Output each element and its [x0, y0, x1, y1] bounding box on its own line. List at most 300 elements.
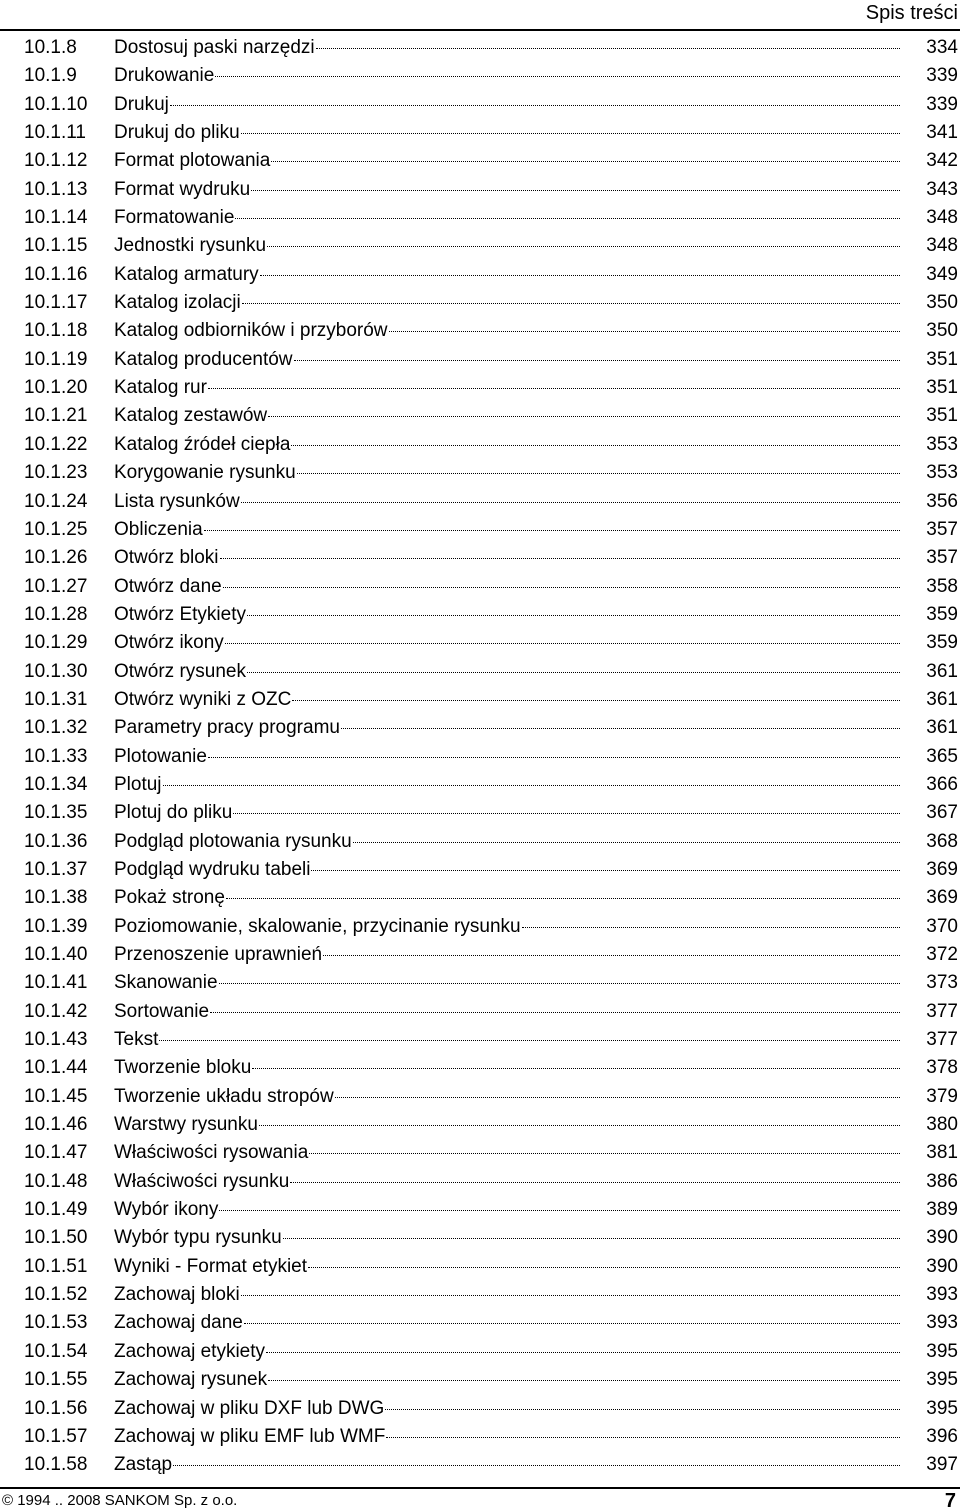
toc-entry-page[interactable]: 393	[926, 1312, 958, 1334]
toc-entry-title-wrap	[114, 147, 900, 175]
toc-entry-number: 10.1.9	[24, 65, 77, 87]
toc-entry-title[interactable]: Katalog rur	[114, 377, 207, 399]
dot-leader	[297, 473, 900, 474]
dot-leader	[163, 785, 900, 786]
footer-copyright: © 1994 .. 2008 SANKOM Sp. z o.o.	[2, 1492, 238, 1509]
toc-entry-page[interactable]: 365	[926, 745, 958, 767]
toc-entry-number: 10.1.40	[24, 944, 88, 965]
toc-entry-number: 10.1.58	[24, 1454, 88, 1476]
toc-entry[interactable]	[0, 686, 960, 714]
toc-entry-number: 10.1.41	[24, 972, 88, 994]
toc-entry-page[interactable]: 372	[926, 944, 958, 965]
dot-leader	[292, 700, 900, 701]
toc-entry-page[interactable]: 353	[926, 433, 958, 455]
dot-leader	[233, 813, 900, 814]
toc-entry[interactable]	[0, 91, 960, 119]
toc-entry-page[interactable]: 390	[926, 1255, 958, 1277]
toc-entry-page[interactable]: 378	[926, 1057, 958, 1079]
toc-entry-page[interactable]: 348	[926, 235, 958, 257]
toc-entry-number: 10.1.55	[24, 1369, 88, 1391]
toc-entry-title[interactable]: Skanowanie	[114, 972, 218, 994]
toc-entry[interactable]	[0, 1338, 960, 1366]
toc-entry-number: 10.1.18	[24, 320, 88, 342]
toc-entry-page[interactable]: 379	[926, 1085, 958, 1107]
toc-entry[interactable]	[0, 884, 960, 912]
dot-leader	[242, 303, 900, 304]
dot-leader	[341, 728, 900, 729]
dot-leader	[241, 133, 900, 134]
toc-entry-title[interactable]: Korygowanie rysunku	[114, 462, 296, 484]
toc-entry-title-wrap	[114, 1423, 900, 1451]
toc-entry-page[interactable]: 361	[926, 717, 958, 739]
toc-entry-title[interactable]: Format wydruku	[114, 178, 251, 200]
dot-leader	[260, 275, 900, 276]
toc-entry-title[interactable]: Formatowanie	[114, 207, 235, 229]
dot-leader	[389, 331, 900, 332]
toc-entry-title-wrap	[114, 34, 900, 62]
toc-entry-page[interactable]: 395	[926, 1397, 958, 1419]
toc-entry-title[interactable]: Właściwości rysowania	[114, 1142, 309, 1164]
toc-entry-title[interactable]: Katalog izolacji	[114, 292, 241, 314]
toc-entry-page[interactable]: 367	[926, 802, 958, 824]
dot-leader	[220, 558, 900, 559]
dot-leader	[219, 1210, 900, 1211]
toc-entry-title[interactable]: Plotuj	[114, 773, 162, 795]
toc-entry[interactable]	[0, 913, 960, 941]
toc-entry[interactable]	[0, 743, 960, 771]
toc-entry[interactable]	[0, 1111, 960, 1139]
toc-entry-title-wrap	[114, 1054, 900, 1082]
toc-entry-title-wrap	[114, 771, 900, 799]
dot-leader	[259, 1125, 900, 1126]
toc-entry-number: 10.1.36	[24, 830, 88, 852]
toc-entry-title-wrap	[114, 402, 900, 430]
toc-entry-number: 10.1.47	[24, 1142, 88, 1164]
dot-leader	[323, 955, 900, 956]
toc-entry-title[interactable]: Wybór typu rysunku	[114, 1227, 282, 1249]
dot-leader	[268, 1380, 900, 1381]
toc-entry-title[interactable]: Katalog producentów	[114, 348, 293, 370]
toc-entry-title-wrap	[114, 1196, 900, 1224]
toc-entry-title-wrap	[114, 743, 900, 771]
dot-leader	[266, 1352, 900, 1353]
toc-entry-title[interactable]: Podgląd wydruku tabeli	[114, 858, 311, 880]
toc-entry-number: 10.1.53	[24, 1312, 88, 1334]
toc-entry-title[interactable]: Przenoszenie uprawnień	[114, 944, 323, 965]
toc-entry-title-wrap	[114, 1139, 900, 1167]
toc-entry-page[interactable]: 351	[926, 348, 958, 370]
toc-entry-number: 10.1.49	[24, 1199, 88, 1221]
toc-entry-number: 10.1.10	[24, 93, 88, 115]
toc-entry-number: 10.1.15	[24, 235, 88, 257]
toc-entry-title[interactable]: Sortowanie	[114, 1000, 210, 1022]
toc-entry-title-wrap	[114, 856, 900, 884]
toc-entry-title[interactable]: Plotuj do pliku	[114, 802, 233, 824]
toc-entry-number: 10.1.25	[24, 518, 88, 540]
toc-entry[interactable]	[0, 147, 960, 175]
toc-entry[interactable]	[0, 1196, 960, 1224]
toc-entry-number: 10.1.54	[24, 1340, 88, 1362]
toc-entry-page[interactable]: 368	[926, 830, 958, 852]
toc-entry-page[interactable]: 361	[926, 688, 958, 710]
toc-entry-number: 10.1.42	[24, 1000, 88, 1022]
table-of-contents	[0, 34, 960, 1480]
dot-leader	[225, 643, 900, 644]
toc-entry-page[interactable]: 351	[926, 377, 958, 399]
toc-entry-title-wrap	[114, 431, 900, 459]
toc-entry[interactable]	[0, 1309, 960, 1337]
toc-entry-title-wrap	[114, 1083, 900, 1111]
toc-entry-title[interactable]: Tekst	[114, 1029, 159, 1051]
toc-entry-title[interactable]: Wyniki - Format etykiet	[114, 1255, 308, 1277]
dot-leader	[247, 615, 900, 616]
toc-entry[interactable]	[0, 969, 960, 997]
toc-entry-title-wrap	[114, 714, 900, 742]
toc-entry[interactable]	[0, 261, 960, 289]
toc-entry[interactable]	[0, 34, 960, 62]
toc-entry[interactable]	[0, 799, 960, 827]
toc-entry-number: 10.1.46	[24, 1114, 88, 1136]
dot-leader	[241, 502, 900, 503]
toc-entry-page[interactable]: 351	[926, 405, 958, 427]
toc-entry[interactable]	[0, 941, 960, 969]
toc-entry-page[interactable]: 350	[926, 320, 958, 342]
toc-entry-title[interactable]: Warstwy rysunku	[114, 1114, 258, 1136]
dot-leader	[210, 1012, 900, 1013]
toc-entry-title-wrap	[114, 1395, 900, 1423]
toc-entry-title-wrap	[114, 1224, 900, 1252]
toc-entry-page[interactable]: 377	[926, 1029, 958, 1051]
toc-entry-number: 10.1.44	[24, 1057, 88, 1079]
toc-entry-number: 10.1.23	[24, 462, 88, 484]
toc-entry-number: 10.1.31	[24, 688, 88, 710]
toc-entry-page[interactable]: 397	[926, 1454, 958, 1476]
toc-entry-number: 10.1.12	[24, 150, 88, 172]
toc-entry-number: 10.1.13	[24, 178, 88, 200]
toc-entry-title-wrap	[114, 913, 900, 941]
toc-entry-title-wrap	[114, 884, 900, 912]
toc-entry[interactable]	[0, 516, 960, 544]
toc-entry-page[interactable]: 369	[926, 858, 958, 880]
toc-entry-title-wrap	[114, 828, 900, 856]
toc-entry-page[interactable]: 366	[926, 773, 958, 795]
toc-entry-title[interactable]: Katalog źródeł ciepła	[114, 433, 291, 455]
toc-entry-title[interactable]: Lista rysunków	[114, 490, 240, 512]
toc-entry-title-wrap	[114, 374, 900, 402]
toc-entry-title-wrap	[114, 658, 900, 686]
toc-entry-title-wrap	[114, 573, 900, 601]
toc-entry[interactable]	[0, 1253, 960, 1281]
toc-entry-title-wrap	[114, 1366, 900, 1394]
toc-entry-number: 10.1.34	[24, 773, 88, 795]
toc-entry[interactable]	[0, 828, 960, 856]
toc-entry-page[interactable]: 339	[926, 65, 958, 87]
toc-entry-title[interactable]: Właściwości rysunku	[114, 1170, 290, 1192]
toc-entry[interactable]	[0, 317, 960, 345]
footer-page-number: 7	[944, 1490, 956, 1512]
dot-leader	[353, 842, 900, 843]
toc-entry[interactable]	[0, 289, 960, 317]
toc-entry-title-wrap	[114, 1281, 900, 1309]
toc-entry-number: 10.1.35	[24, 802, 88, 824]
toc-entry-title-wrap	[114, 232, 900, 260]
toc-entry-title-wrap	[114, 1253, 900, 1281]
dot-leader	[268, 416, 900, 417]
dot-leader	[241, 1295, 900, 1296]
toc-entry-title[interactable]: Tworzenie bloku	[114, 1057, 252, 1079]
dot-leader	[208, 757, 900, 758]
toc-entry-number: 10.1.14	[24, 207, 88, 229]
dot-leader	[311, 870, 900, 871]
toc-entry-number: 10.1.56	[24, 1397, 88, 1419]
toc-entry-page[interactable]: 357	[926, 518, 958, 540]
toc-entry-number: 10.1.8	[24, 37, 77, 58]
dot-leader	[290, 1182, 900, 1183]
toc-entry[interactable]	[0, 658, 960, 686]
toc-entry[interactable]	[0, 204, 960, 232]
toc-entry-title[interactable]: Plotowanie	[114, 745, 207, 767]
toc-entry-page[interactable]: 359	[926, 603, 958, 625]
dot-leader	[215, 76, 900, 77]
toc-entry-number: 10.1.28	[24, 603, 88, 625]
toc-entry-title[interactable]: Format plotowania	[114, 150, 271, 172]
toc-entry-title-wrap	[114, 1338, 900, 1366]
toc-entry-page[interactable]: 356	[926, 490, 958, 512]
toc-entry[interactable]	[0, 232, 960, 260]
toc-entry[interactable]	[0, 119, 960, 147]
toc-entry-page[interactable]: 370	[926, 915, 958, 937]
toc-entry-title-wrap	[114, 1026, 900, 1054]
toc-entry-title[interactable]: Otwórz dane	[114, 575, 222, 597]
toc-entry[interactable]	[0, 1281, 960, 1309]
toc-entry-page[interactable]: 393	[926, 1284, 958, 1306]
toc-entry[interactable]	[0, 544, 960, 572]
toc-entry-number: 10.1.24	[24, 490, 88, 512]
toc-entry-title[interactable]: Zachowaj etykiety	[114, 1340, 266, 1362]
toc-entry-number: 10.1.43	[24, 1029, 88, 1051]
toc-entry-number: 10.1.11	[24, 122, 86, 144]
toc-entry-title-wrap	[114, 629, 900, 657]
toc-entry-page[interactable]: 343	[926, 178, 958, 200]
toc-entry[interactable]	[0, 62, 960, 90]
toc-entry-page[interactable]: 361	[926, 660, 958, 682]
dot-leader	[271, 161, 900, 162]
toc-entry-title[interactable]: Drukowanie	[114, 65, 215, 87]
toc-entry-title[interactable]: Otwórz ikony	[114, 632, 224, 654]
toc-entry-page[interactable]: 380	[926, 1114, 958, 1136]
toc-entry-title[interactable]: Zachowaj rysunek	[114, 1369, 268, 1391]
dot-leader	[159, 1040, 900, 1041]
toc-entry[interactable]	[0, 374, 960, 402]
toc-entry-title[interactable]: Parametry pracy programu	[114, 717, 340, 739]
dot-leader	[208, 388, 900, 389]
toc-entry-title[interactable]: Zastąp	[114, 1454, 173, 1476]
toc-entry-number: 10.1.50	[24, 1227, 88, 1249]
dot-leader	[335, 1097, 900, 1098]
toc-entry-page[interactable]: 353	[926, 462, 958, 484]
toc-entry-title-wrap	[114, 941, 900, 969]
dot-leader	[247, 672, 900, 673]
dot-leader	[267, 246, 900, 247]
toc-entry-title-wrap	[114, 998, 900, 1026]
toc-entry-title[interactable]: Zachowaj dane	[114, 1312, 243, 1334]
toc-entry-title[interactable]: Podgląd plotowania rysunku	[114, 830, 352, 852]
toc-entry-page[interactable]: 369	[926, 887, 958, 909]
toc-entry[interactable]	[0, 1139, 960, 1167]
toc-entry-title[interactable]: Dostosuj paski narzędzi	[114, 37, 315, 58]
toc-entry-title[interactable]: Poziomowanie, skalowanie, przycinanie rysunku	[114, 915, 521, 937]
toc-entry-number: 10.1.51	[24, 1255, 88, 1277]
dot-leader	[316, 48, 900, 49]
toc-entry-title[interactable]: Katalog odbiorników i przyborów	[114, 320, 388, 342]
toc-entry-page[interactable]: 396	[926, 1425, 958, 1447]
toc-entry[interactable]	[0, 1423, 960, 1451]
toc-entry-title[interactable]: Zachowaj w pliku DXF lub DWG	[114, 1397, 385, 1419]
toc-entry[interactable]	[0, 714, 960, 742]
toc-entry-title[interactable]: Otwórz wyniki z OZC	[114, 688, 292, 710]
dot-leader	[235, 218, 900, 219]
dot-leader	[386, 1437, 900, 1438]
toc-entry-page[interactable]: 373	[926, 972, 958, 994]
toc-entry[interactable]	[0, 629, 960, 657]
toc-entry-title[interactable]: Otwórz rysunek	[114, 660, 246, 682]
toc-entry-number: 10.1.30	[24, 660, 88, 682]
toc-entry[interactable]	[0, 1395, 960, 1423]
toc-entry-number: 10.1.37	[24, 858, 88, 880]
toc-entry-number: 10.1.38	[24, 887, 88, 909]
toc-entry-title-wrap	[114, 1111, 900, 1139]
toc-entry-page[interactable]: 377	[926, 1000, 958, 1022]
toc-entry-number: 10.1.22	[24, 433, 88, 455]
toc-entry-title[interactable]: Otwórz bloki	[114, 547, 219, 569]
dot-leader	[294, 360, 900, 361]
dot-leader	[170, 105, 900, 106]
dot-leader	[219, 983, 900, 984]
toc-entry-title-wrap	[114, 516, 900, 544]
toc-entry-number: 10.1.33	[24, 745, 88, 767]
toc-entry-page[interactable]: 342	[926, 150, 958, 172]
toc-entry-number: 10.1.29	[24, 632, 88, 654]
toc-entry[interactable]	[0, 1083, 960, 1111]
toc-entry-title-wrap	[114, 317, 900, 345]
toc-entry-page[interactable]: 339	[926, 93, 958, 115]
toc-entry-page[interactable]: 357	[926, 547, 958, 569]
dot-leader	[522, 927, 900, 928]
toc-entry-title[interactable]: Drukuj do pliku	[114, 122, 240, 144]
toc-entry[interactable]	[0, 1054, 960, 1082]
toc-entry[interactable]	[0, 601, 960, 629]
toc-entry-title[interactable]: Wybór ikony	[114, 1199, 219, 1221]
toc-entry[interactable]	[0, 402, 960, 430]
toc-entry-page[interactable]: 390	[926, 1227, 958, 1249]
toc-entry-number: 10.1.21	[24, 405, 88, 427]
toc-entry-page[interactable]: 358	[926, 575, 958, 597]
toc-entry-page[interactable]: 349	[926, 263, 958, 285]
toc-entry-number: 10.1.26	[24, 547, 88, 569]
toc-entry-title[interactable]: Otwórz Etykiety	[114, 603, 246, 625]
toc-entry[interactable]	[0, 1026, 960, 1054]
toc-entry-number: 10.1.16	[24, 263, 88, 285]
toc-entry-title[interactable]: Pokaż stronę	[114, 887, 225, 909]
toc-entry[interactable]	[0, 771, 960, 799]
toc-entry-title[interactable]: Katalog zestawów	[114, 405, 268, 427]
toc-entry[interactable]	[0, 1366, 960, 1394]
toc-entry-title[interactable]: Zachowaj w pliku EMF lub WMF	[114, 1425, 386, 1447]
toc-entry-title-wrap	[114, 261, 900, 289]
toc-entry-number: 10.1.17	[24, 292, 88, 314]
toc-entry-title-wrap	[114, 62, 900, 90]
footer-divider	[0, 1487, 960, 1489]
toc-entry-page[interactable]: 348	[926, 207, 958, 229]
dot-leader	[223, 587, 900, 588]
dot-leader	[252, 1068, 900, 1069]
toc-entry-number: 10.1.27	[24, 575, 88, 597]
toc-entry-title-wrap	[114, 1309, 900, 1337]
toc-entry-page[interactable]: 386	[926, 1170, 958, 1192]
toc-entry-title[interactable]: Jednostki rysunku	[114, 235, 267, 257]
header-divider	[0, 29, 960, 31]
toc-entry-page[interactable]: 389	[926, 1199, 958, 1221]
dot-leader	[283, 1238, 900, 1239]
toc-entry-number: 10.1.45	[24, 1085, 88, 1107]
toc-entry-title-wrap	[114, 119, 900, 147]
dot-leader	[309, 1153, 900, 1154]
toc-entry-title-wrap	[114, 91, 900, 119]
toc-entry-title-wrap	[114, 1451, 900, 1479]
dot-leader	[291, 445, 900, 446]
toc-entry-page[interactable]: 350	[926, 292, 958, 314]
toc-entry[interactable]	[0, 1224, 960, 1252]
toc-entry[interactable]	[0, 431, 960, 459]
toc-entry-number: 10.1.32	[24, 717, 88, 739]
toc-entry-page[interactable]: 395	[926, 1369, 958, 1391]
toc-entry-number: 10.1.57	[24, 1425, 88, 1447]
dot-leader	[226, 898, 900, 899]
toc-entry[interactable]	[0, 1168, 960, 1196]
toc-entry-number: 10.1.39	[24, 915, 88, 937]
toc-entry[interactable]	[0, 573, 960, 601]
toc-entry-number: 10.1.48	[24, 1170, 88, 1192]
toc-entry-title-wrap	[114, 176, 900, 204]
toc-entry-page[interactable]: 359	[926, 632, 958, 654]
toc-entry-number: 10.1.52	[24, 1284, 88, 1306]
toc-entry-title[interactable]: Obliczenia	[114, 518, 203, 540]
toc-entry[interactable]	[0, 346, 960, 374]
toc-entry-title[interactable]: Drukuj	[114, 93, 169, 115]
toc-entry[interactable]	[0, 856, 960, 884]
toc-entry-title[interactable]: Zachowaj bloki	[114, 1284, 240, 1306]
toc-entry-title[interactable]: Katalog armatury	[114, 263, 259, 285]
toc-entry[interactable]	[0, 1451, 960, 1479]
toc-entry-title-wrap	[114, 204, 900, 232]
toc-entry[interactable]	[0, 998, 960, 1026]
toc-entry-page[interactable]: 334	[926, 37, 958, 58]
toc-entry[interactable]	[0, 176, 960, 204]
toc-entry-page[interactable]: 381	[926, 1142, 958, 1164]
toc-entry-title[interactable]: Tworzenie układu stropów	[114, 1085, 334, 1107]
dot-leader	[244, 1323, 900, 1324]
toc-entry[interactable]	[0, 459, 960, 487]
dot-leader	[308, 1267, 900, 1268]
toc-entry[interactable]	[0, 488, 960, 516]
toc-entry-number: 10.1.20	[24, 377, 88, 399]
toc-entry-page[interactable]: 341	[926, 122, 958, 144]
toc-entry-page[interactable]: 395	[926, 1340, 958, 1362]
toc-entry-title-wrap	[114, 488, 900, 516]
dot-leader	[204, 530, 900, 531]
dot-leader	[173, 1465, 900, 1466]
dot-leader	[385, 1409, 900, 1410]
